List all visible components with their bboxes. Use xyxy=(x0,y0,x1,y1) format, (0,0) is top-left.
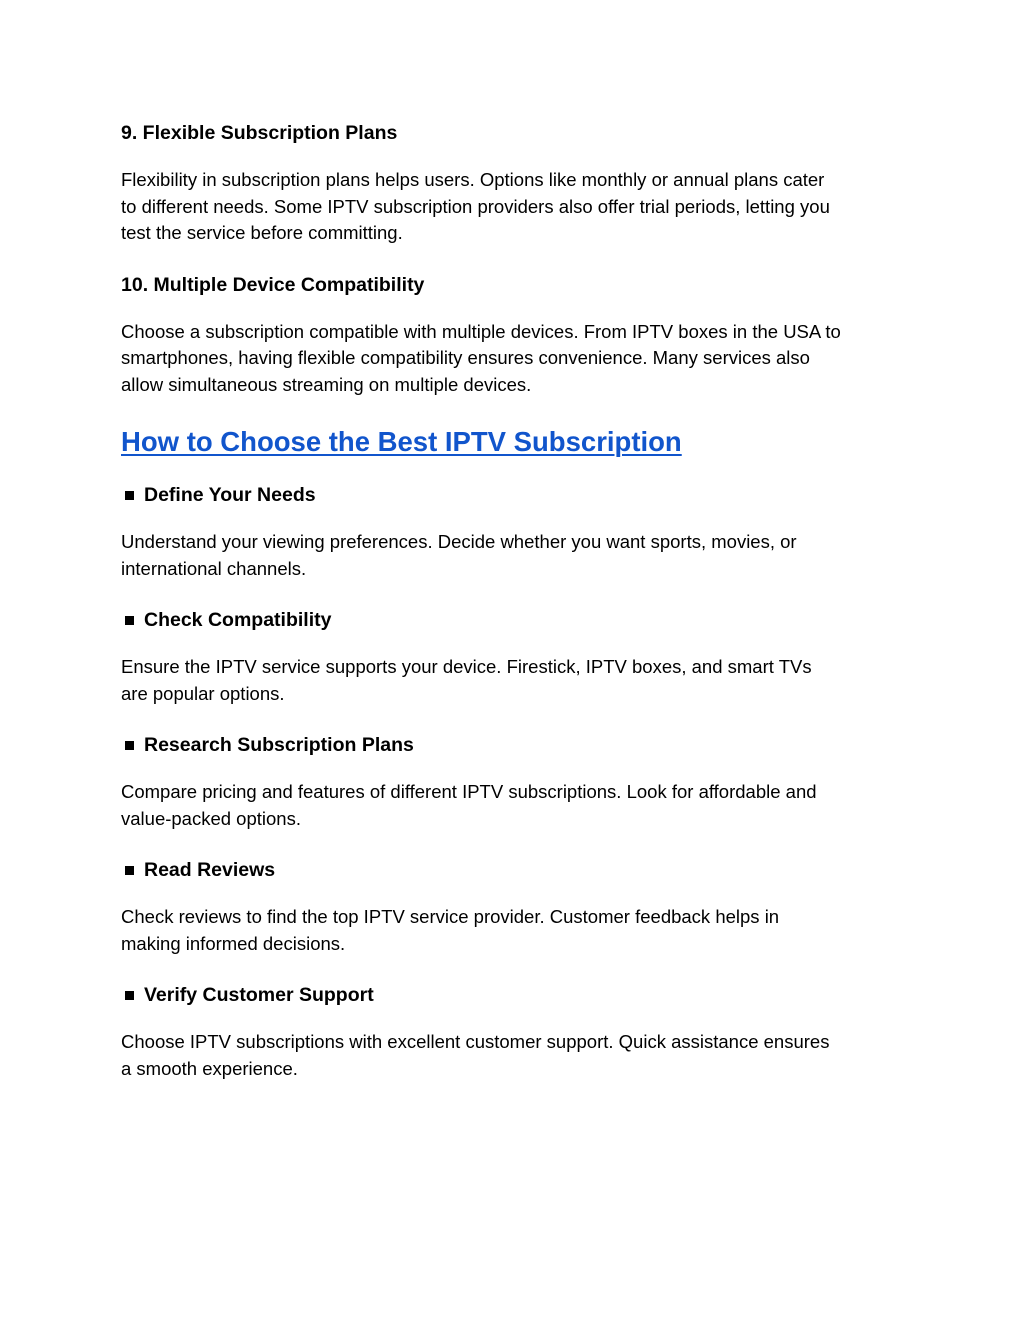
tip-define-your-needs xyxy=(121,482,911,582)
tip-body xyxy=(121,654,911,707)
tip-read-reviews xyxy=(121,857,911,957)
body-line: value-packed options. xyxy=(121,807,301,829)
tip-title: Research Subscription Plans xyxy=(144,734,414,756)
black-square-bullet-icon xyxy=(125,741,134,750)
body-line: international channels. xyxy=(121,557,307,579)
body-line: are popular options. xyxy=(121,682,285,704)
body-line: Understand your viewing preferences. Decide whether you want sports, movies, or xyxy=(121,531,797,552)
guide-heading-link[interactable]: How to Choose the Best IPTV Subscription xyxy=(121,426,682,457)
tip-heading xyxy=(121,982,911,1008)
body-line: Flexibility in subscription plans helps users. Options like monthly or annual plans cater xyxy=(121,169,825,190)
black-square-bullet-icon xyxy=(125,616,134,625)
tip-title: Check Compatibility xyxy=(144,609,332,631)
tip-title: Define Your Needs xyxy=(144,484,316,506)
body-line: to different needs. Some IPTV subscription providers also offer trial periods, letting you xyxy=(121,195,830,217)
black-square-bullet-icon xyxy=(125,991,134,1000)
tip-check-compatibility xyxy=(121,607,911,707)
black-square-bullet-icon xyxy=(125,491,134,500)
tip-body xyxy=(121,1029,911,1082)
tip-heading xyxy=(121,482,911,508)
tip-verify-customer-support xyxy=(121,982,911,1082)
section-multiple-device-compatibility xyxy=(121,272,911,399)
body-line: making informed decisions. xyxy=(121,932,346,954)
section-flexible-subscription-plans xyxy=(121,120,911,247)
body-line: allow simultaneous streaming on multiple devices. xyxy=(121,373,532,395)
black-square-bullet-icon xyxy=(125,866,134,875)
body-line: smartphones, having flexible compatibility ensures convenience. Many services also xyxy=(121,347,810,368)
section-title: 9. Flexible Subscription Plans xyxy=(121,122,398,144)
body-line: test the service before committing. xyxy=(121,222,403,243)
section-body xyxy=(121,167,911,247)
tip-body xyxy=(121,779,911,832)
body-line: Choose IPTV subscriptions with excellent customer support. Quick assistance ensures xyxy=(121,1031,830,1052)
body-line: Check reviews to find the top IPTV service provider. Customer feedback helps in xyxy=(121,906,780,927)
section-title: 10. Multiple Device Compatibility xyxy=(121,273,425,296)
tip-title: Verify Customer Support xyxy=(144,984,374,1006)
tip-heading xyxy=(121,857,911,883)
body-line: Compare pricing and features of different IPTV subscriptions. Look for affordable and xyxy=(121,781,817,802)
tip-body xyxy=(121,529,911,582)
tip-research-subscription-plans xyxy=(121,732,911,832)
section-body xyxy=(121,319,911,399)
tip-heading xyxy=(121,732,911,758)
tip-heading xyxy=(121,607,911,633)
body-line: Choose a subscription compatible with multiple devices. From IPTV boxes in the USA to xyxy=(121,320,841,342)
body-line: a smooth experience. xyxy=(121,1057,298,1079)
tip-body xyxy=(121,904,911,957)
tip-title: Read Reviews xyxy=(144,859,276,881)
document-page xyxy=(121,120,911,1082)
body-line: Ensure the IPTV service supports your device. Firestick, IPTV boxes, and smart TVs xyxy=(121,656,812,677)
